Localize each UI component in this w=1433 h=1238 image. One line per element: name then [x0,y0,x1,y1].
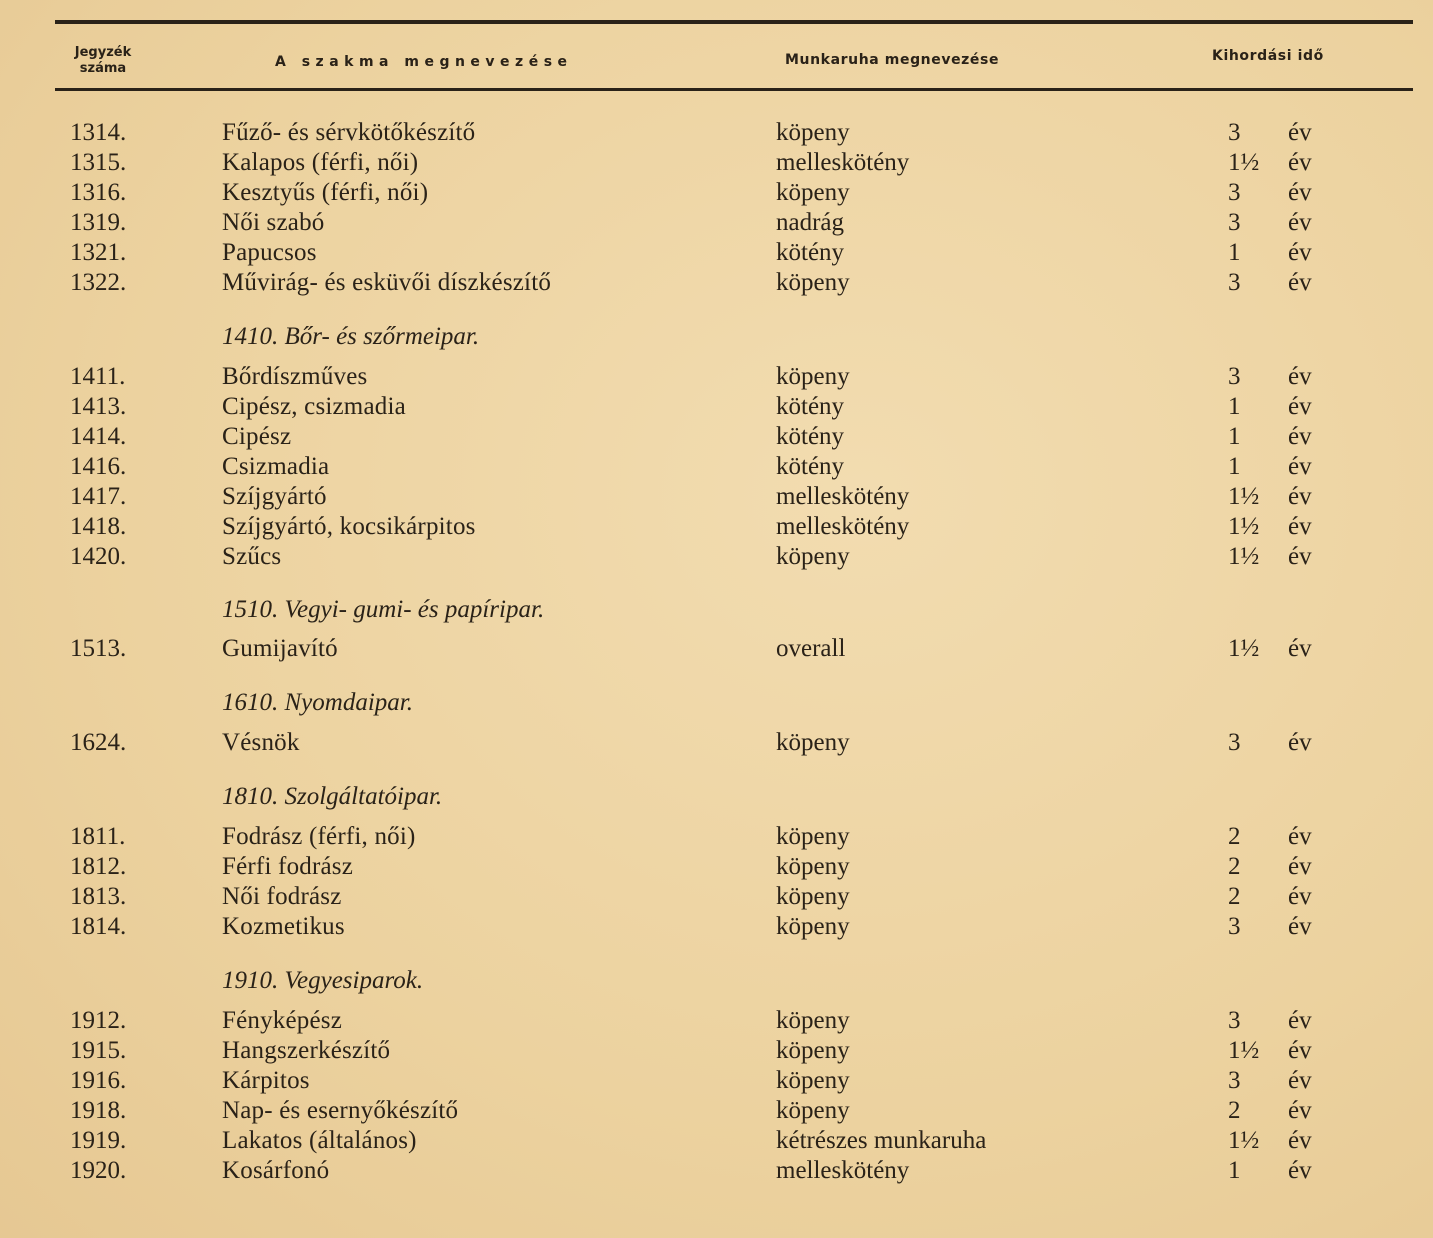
row-duration: 1 [1228,1157,1241,1184]
row-clothing: köpeny [776,179,850,206]
row-trade: Fényképész [222,1007,343,1034]
row-unit: év [1288,179,1312,206]
row-clothing: köpeny [776,543,850,570]
row-duration: 1½ [1228,543,1260,570]
row-clothing: melleskötény [776,483,910,510]
row-duration: 3 [1228,209,1241,236]
row-trade: Kozmetikus [222,913,345,940]
row-clothing: köpeny [776,729,850,756]
row-duration: 3 [1228,1067,1241,1094]
row-unit: év [1288,883,1312,910]
row-clothing: köpeny [776,269,850,296]
row-unit: év [1288,393,1312,420]
row-unit: év [1288,729,1312,756]
row-trade: Fűző- és sérvkötőkészítő [222,119,476,146]
header-duration: Kihordási idő [1212,48,1324,64]
row-duration: 1 [1228,239,1241,266]
row-duration: 1½ [1228,513,1260,540]
row-trade: Vésnök [222,729,300,756]
row-duration: 3 [1228,179,1241,206]
row-number: 1919. [70,1127,127,1154]
row-number: 1321. [70,239,127,266]
row-duration: 1½ [1228,149,1260,176]
row-unit: év [1288,209,1312,236]
section-heading: 1410. Bőr- és szőrmeipar. [222,323,480,350]
table-row [0,1006,1433,1036]
row-trade: Fodrász (férfi, női) [222,823,416,850]
row-unit: év [1288,543,1312,570]
table-row [0,1036,1433,1066]
table-row [0,542,1433,572]
table-row [0,822,1433,852]
row-trade: Művirág- és esküvői díszkészítő [222,269,552,296]
row-number: 1315. [70,149,127,176]
row-clothing: köpeny [776,883,850,910]
table-row [0,362,1433,392]
row-trade: Nap- és esernyőkészítő [222,1097,459,1124]
table-row [0,634,1433,664]
table-row [0,852,1433,882]
row-unit: év [1288,483,1312,510]
row-clothing: melleskötény [776,513,910,540]
row-unit: év [1288,1127,1312,1154]
row-unit: év [1288,119,1312,146]
table-row [0,1066,1433,1096]
row-duration: 2 [1228,823,1241,850]
row-trade: Csizmadia [222,453,330,480]
row-clothing: köpeny [776,363,850,390]
row-unit: év [1288,423,1312,450]
row-duration: 3 [1228,913,1241,940]
row-number: 1912. [70,1007,127,1034]
table-row [0,268,1433,298]
row-number: 1920. [70,1157,127,1184]
table-row [0,482,1433,512]
row-duration: 1½ [1228,1127,1260,1154]
row-number: 1918. [70,1097,127,1124]
row-clothing: köpeny [776,823,850,850]
table-row [0,912,1433,942]
row-unit: év [1288,823,1312,850]
header-top-rule [55,20,1413,24]
row-unit: év [1288,1097,1312,1124]
header-clothing: Munkaruha megnevezése [785,52,1000,68]
row-number: 1319. [70,209,127,236]
row-number: 1624. [70,729,127,756]
row-number: 1413. [70,393,127,420]
section-heading: 1810. Szolgáltatóipar. [222,783,443,810]
row-trade: Cipész, csizmadia [222,393,406,420]
row-number: 1322. [70,269,127,296]
row-duration: 1½ [1228,1037,1260,1064]
row-unit: év [1288,513,1312,540]
row-duration: 3 [1228,119,1241,146]
row-duration: 3 [1228,269,1241,296]
row-duration: 2 [1228,853,1241,880]
section-heading: 1610. Nyomdaipar. [222,689,413,716]
row-unit: év [1288,453,1312,480]
row-duration: 1½ [1228,483,1260,510]
table-row [0,1126,1433,1156]
row-clothing: köpeny [776,1037,850,1064]
row-clothing: köpeny [776,1067,850,1094]
table-row [0,238,1433,268]
table-row [0,882,1433,912]
row-trade: Szíjgyártó, kocsikárpitos [222,513,476,540]
row-trade: Gumijavító [222,635,338,662]
row-number: 1420. [70,543,127,570]
row-number: 1411. [70,363,126,390]
row-number: 1513. [70,635,127,662]
row-unit: év [1288,635,1312,662]
row-number: 1416. [70,453,127,480]
row-number: 1314. [70,119,127,146]
row-number: 1916. [70,1067,127,1094]
table-row [0,1156,1433,1186]
row-clothing: melleskötény [776,149,910,176]
header-trade: A szakma megnevezése [275,54,573,70]
table-row [0,208,1433,238]
row-clothing: köpeny [776,1097,850,1124]
row-number: 1417. [70,483,127,510]
row-unit: év [1288,269,1312,296]
row-trade: Cipész [222,423,292,450]
row-number: 1316. [70,179,127,206]
row-duration: 2 [1228,1097,1241,1124]
row-duration: 1½ [1228,635,1260,662]
row-unit: év [1288,1157,1312,1184]
row-clothing: köpeny [776,119,850,146]
row-trade: Férfi fodrász [222,853,354,880]
row-duration: 3 [1228,1007,1241,1034]
row-clothing: kötény [776,393,845,420]
row-duration: 1 [1228,453,1241,480]
table-row [0,118,1433,148]
row-duration: 1 [1228,393,1241,420]
row-unit: év [1288,913,1312,940]
row-number: 1418. [70,513,127,540]
table-row [0,392,1433,422]
row-clothing: köpeny [776,913,850,940]
row-trade: Hangszerkészítő [222,1037,391,1064]
row-trade: Lakatos (általános) [222,1127,417,1154]
row-trade: Női fodrász [222,883,342,910]
row-trade: Női szabó [222,209,325,236]
table-row [0,1096,1433,1126]
row-trade: Kosárfonó [222,1157,330,1184]
row-clothing: overall [776,635,846,662]
header-number: Jegyzék száma [74,45,132,76]
row-trade: Szíjgyártó [222,483,327,510]
row-trade: Papucsos [222,239,317,266]
row-unit: év [1288,1067,1312,1094]
table-row [0,178,1433,208]
row-clothing: nadrág [776,209,845,236]
row-trade: Szűcs [222,543,282,570]
table-row [0,728,1433,758]
row-duration: 3 [1228,363,1241,390]
row-number: 1414. [70,423,127,450]
row-number: 1915. [70,1037,127,1064]
row-unit: év [1288,1037,1312,1064]
table-row [0,512,1433,542]
row-clothing: köpeny [776,853,850,880]
row-number: 1814. [70,913,127,940]
row-trade: Kalapos (férfi, női) [222,149,419,176]
row-clothing: melleskötény [776,1157,910,1184]
row-unit: év [1288,1007,1312,1034]
header-bottom-rule [55,88,1413,91]
row-clothing: kötény [776,453,845,480]
row-unit: év [1288,239,1312,266]
row-clothing: köpeny [776,1007,850,1034]
row-unit: év [1288,149,1312,176]
row-number: 1812. [70,853,127,880]
row-clothing: kétrészes munkaruha [776,1127,987,1154]
row-duration: 2 [1228,883,1241,910]
row-trade: Kesztyűs (férfi, női) [222,179,429,206]
row-duration: 3 [1228,729,1241,756]
table-row [0,452,1433,482]
row-unit: év [1288,853,1312,880]
row-duration: 1 [1228,423,1241,450]
section-heading: 1510. Vegyi- gumi- és papíripar. [222,596,545,623]
section-heading: 1910. Vegyesiparok. [222,967,424,994]
row-clothing: kötény [776,423,845,450]
table-row [0,422,1433,452]
row-unit: év [1288,363,1312,390]
row-trade: Bőrdíszműves [222,363,368,390]
row-number: 1811. [70,823,126,850]
table-row [0,148,1433,178]
row-clothing: kötény [776,239,845,266]
row-number: 1813. [70,883,127,910]
row-trade: Kárpitos [222,1067,310,1094]
